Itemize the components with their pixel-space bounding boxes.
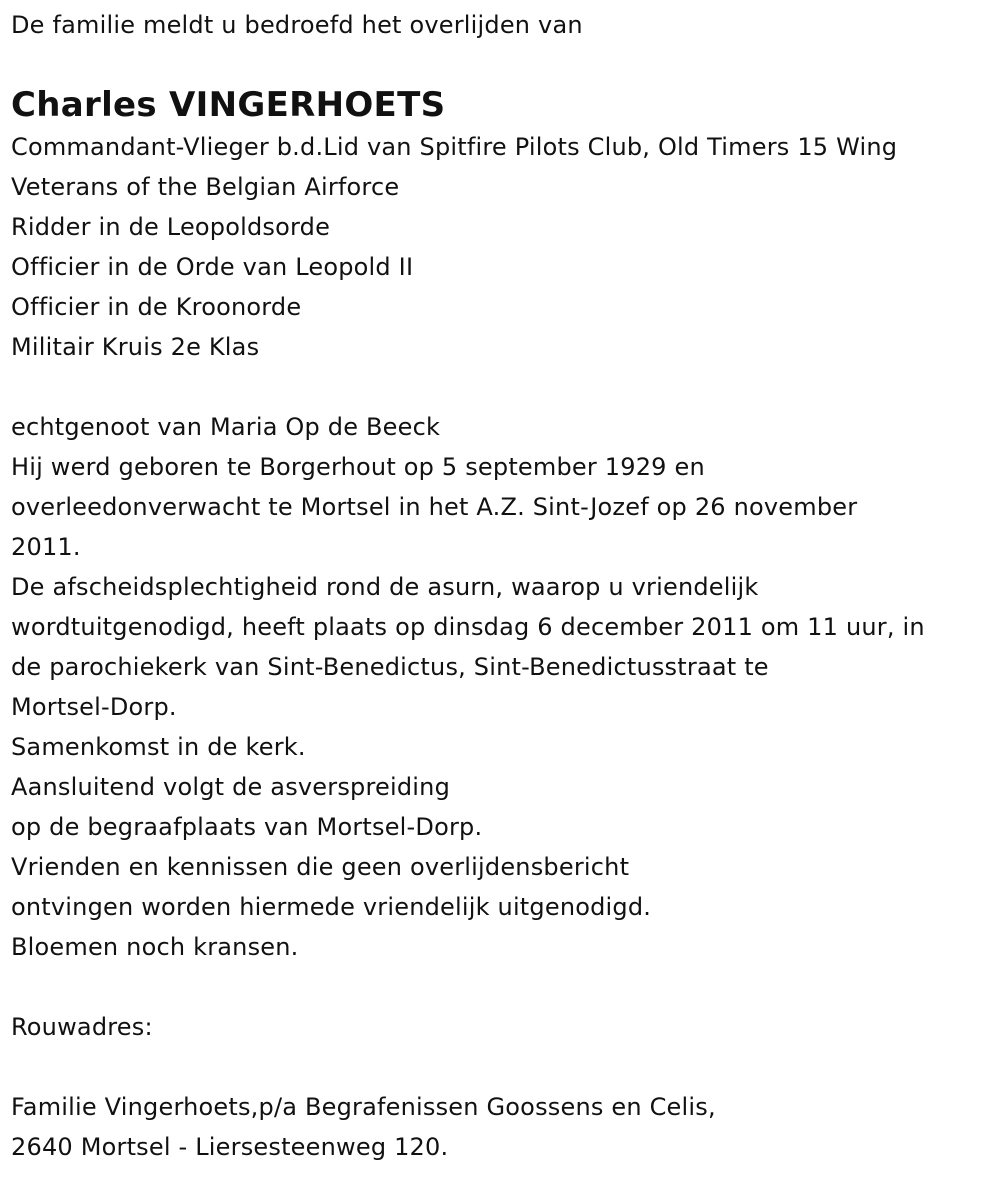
body-line: De afscheidsplechtigheid rond de asurn, waarop u vriendelijk bbox=[11, 573, 759, 601]
body-line: de parochiekerk van Sint-Benedictus, Sint-Benedictusstraat te bbox=[11, 653, 769, 681]
title-line: Officier in de Orde van Leopold II bbox=[11, 253, 414, 281]
address-line: 2640 Mortsel - Liersesteenweg 120. bbox=[11, 1133, 449, 1161]
spacer bbox=[11, 967, 1000, 1007]
body-line: Bloemen noch kransen. bbox=[11, 933, 299, 961]
body-line: ontvingen worden hiermede vriendelijk uitgenodigd. bbox=[11, 893, 652, 921]
body-line: echtgenoot van Maria Op de Beeck bbox=[11, 413, 441, 441]
spacer bbox=[11, 367, 1000, 407]
body-line: Vrienden en kennissen die geen overlijdensbericht bbox=[11, 853, 630, 881]
body-line: op de begraafplaats van Mortsel-Dorp. bbox=[11, 813, 483, 841]
title-line: Officier in de Kroonorde bbox=[11, 293, 302, 321]
body-line: Samenkomst in de kerk. bbox=[11, 733, 306, 761]
title-line: Commandant-Vlieger b.d.Lid van Spitfire Pilots Club, Old Timers 15 Wing bbox=[11, 133, 898, 161]
title-line: Militair Kruis 2e Klas bbox=[11, 333, 260, 361]
address-line: Familie Vingerhoets,p/a Begrafenissen Goossens en Celis, bbox=[11, 1093, 716, 1121]
body-line: Hij werd geboren te Borgerhout op 5 september 1929 en bbox=[11, 453, 705, 481]
obituary-body bbox=[11, 407, 1000, 967]
address-label: Rouwadres: bbox=[11, 1013, 153, 1041]
body-line: overleedonverwacht te Mortsel in het A.Z. Sint-Jozef op 26 november bbox=[11, 493, 858, 521]
body-line: Aansluitend volgt de asverspreiding bbox=[11, 773, 450, 801]
title-line: Veterans of the Belgian Airforce bbox=[11, 173, 400, 201]
intro-text: De familie meldt u bedroefd het overlijden van bbox=[11, 11, 583, 39]
body-line: 2011. bbox=[11, 533, 81, 561]
obituary-document bbox=[0, 5, 1000, 1167]
spacer bbox=[11, 1047, 1000, 1087]
title-line: Ridder in de Leopoldsorde bbox=[11, 213, 331, 241]
honorific-titles bbox=[11, 127, 1000, 367]
deceased-name: Charles VINGERHOETS bbox=[11, 85, 446, 125]
body-line: Mortsel-Dorp. bbox=[11, 693, 177, 721]
body-line: wordtuitgenodigd, heeft plaats op dinsdag 6 december 2011 om 11 uur, in bbox=[11, 613, 925, 641]
mourning-address bbox=[11, 1087, 1000, 1167]
